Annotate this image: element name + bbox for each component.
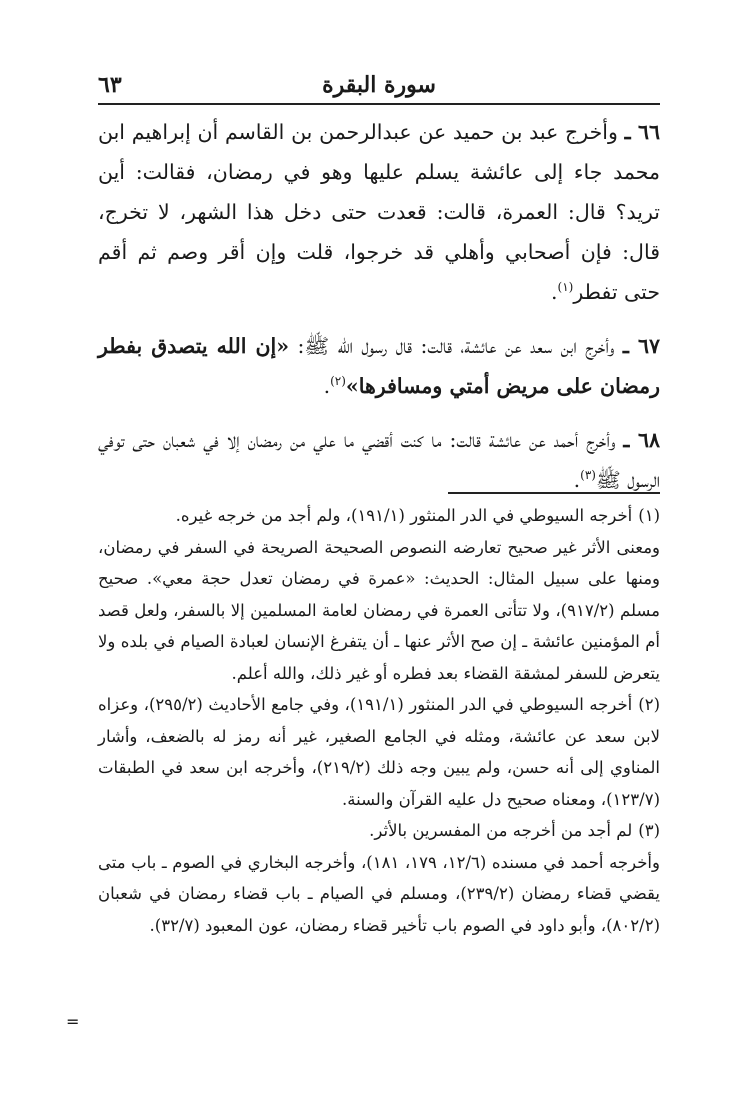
margin-mark: = <box>66 1012 80 1031</box>
hadith-66 <box>98 112 660 312</box>
hadith-number: ٦٦ ـ <box>624 120 660 144</box>
footnote-ref[interactable]: (٢) <box>330 374 346 389</box>
hadith-tail: . <box>550 280 558 304</box>
hadith-text: وأخرج أحمد عن عائشة قالت: ما كنت أقضي ما علي من رمضان إلا في شعبان حتى توفي الرسول ﷺ <box>98 428 660 492</box>
surah-title: سورة البقرة <box>322 72 436 98</box>
footnote-text: لم أجد من أخرجه من المفسرين بالأثر. <box>369 821 633 840</box>
hadith-68 <box>98 420 660 500</box>
footnote-commentary: وأخرجه أحمد في مسنده (١٢/٦، ١٧٩، ١٨١)، وأخرجه البخاري في الصوم ـ باب متى يقضي قضاء رمضان (٢٣٩/٢)، ومسلم في الصيام ـ باب قضاء رمضان في شعبان (٨٠٢/٢)، وأبو داود في الصوم باب تأخير قضاء رمضان، عون المعبود (٣٢/٧). <box>98 852 660 935</box>
footnotes <box>98 500 660 941</box>
hadith-tail: . <box>323 374 331 398</box>
footnote-commentary: ومعنى الأثر غير صحيح تعارضه النصوص الصحيحة الصريحة في السفر في رمضان، ومنها على سبيل المثال: الحديث: «عمرة في رمضان تعدل حجة معي». صحيح مسلم (٩١٧/٢)، ولا تتأتى العمرة في رمضان لعامة المسلمين إلا بالسفر، ولعل قصد أم المؤمنين عائشة ـ إن صح الأثر عنها ـ أن يتفرغ الإنسان لعبادة الصيام في بلده ولا يتعرض للسفر لمشقة القضاء بعد فطره أو غير ذلك، والله أعلم. <box>98 537 661 683</box>
footnote-marker: (٣) <box>638 821 660 840</box>
footnote-rule <box>448 492 660 494</box>
footnote-ref[interactable]: (١) <box>557 280 574 295</box>
header-rule <box>98 103 660 105</box>
footnote-1 <box>98 500 660 689</box>
footnote-marker: (٢) <box>638 695 661 714</box>
hadith-number: ٦٨ ـ <box>623 428 660 452</box>
footnote-text: أخرجه السيوطي في الدر المنثور (١٩١/١)، وفي جامع الأحاديث (٢٩٥/٢)، وعزاه لابن سعد عن عائشة، ومثله في الجامع الصغير، غير أنه رمز له بالضعف، وأشار المناوي إلى أنه حسن، ولم يبين وجه ذلك (٢١٩/٢)، وأخرجه ابن سعد في الطبقات (١٢٣/٧)، ومعناه صحيح دل عليه القرآن والسنة. <box>98 695 660 809</box>
page-header <box>98 68 660 102</box>
footnote-3 <box>98 815 660 941</box>
hadith-67 <box>98 326 660 406</box>
footnote-ref[interactable]: (٣) <box>580 468 596 483</box>
hadith-number: ٦٧ ـ <box>622 334 660 358</box>
hadith-tail: . <box>573 468 581 492</box>
main-text <box>98 112 660 514</box>
hadith-text: وأخرج عبد بن حميد عن عبدالرحمن بن القاسم أن إبراهيم ابن محمد جاء إلى عائشة يسلم عليها وهو في رمضان، فقالت: أين تريد؟ قال: العمرة، قالت: قعدت حتى دخل هذا الشهر، لا تخرج، قال: فإن أصحابي وأهلي قد خرجوا، قلت وإن أقر وصم ثم أقم حتى تفطر <box>98 120 660 304</box>
footnote-text: أخرجه السيوطي في الدر المنثور (١٩١/١)، ولم أجد من خرجه غيره. <box>175 506 633 525</box>
hadith-quote: «إن الله يتصدق بفطر رمضان على مريض أمتي ومسافرها» <box>98 334 660 398</box>
footnote-2 <box>98 689 660 815</box>
hadith-text: وأخرج ابن سعد عن عائشة، قالت: قال رسول الله ﷺ: <box>297 334 615 358</box>
footnote-marker: (١) <box>638 506 660 525</box>
page-number: ٦٣ <box>98 72 122 98</box>
